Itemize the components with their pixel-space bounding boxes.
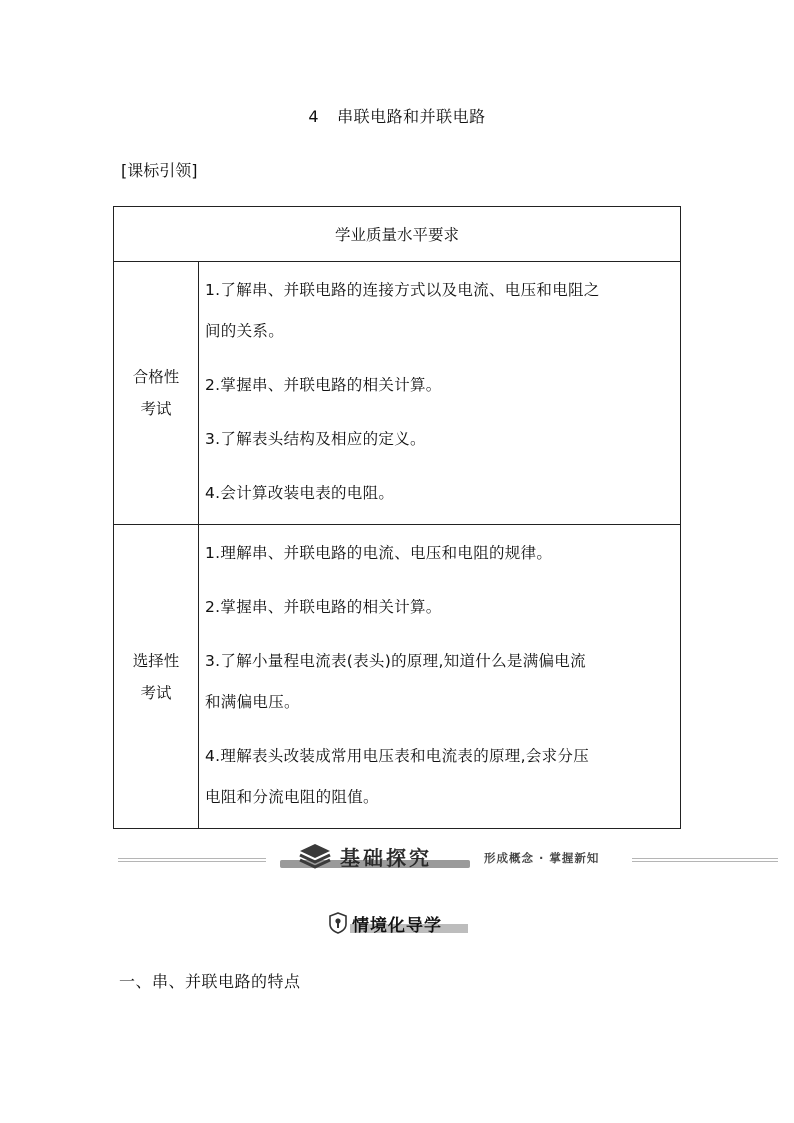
requirement-item [205, 533, 676, 574]
requirement-text: 1.理解串、并联电路的电流、电压和电阻的规律。 [205, 544, 553, 562]
banner-subtitle: 形成概念 · 掌握新知 [484, 851, 600, 865]
requirement-text: 2.掌握串、并联电路的相关计算。 [205, 376, 442, 394]
requirement-text-cont: 电阻和分流电阻的阻值。 [205, 788, 379, 806]
section-banner [118, 838, 778, 874]
requirement-text: 2.掌握串、并联电路的相关计算。 [205, 598, 442, 616]
table-header-row [114, 207, 681, 262]
banner-rule-left [118, 858, 266, 862]
category-label-line2: 考试 [140, 683, 172, 702]
requirement-text: 1.了解串、并联电路的连接方式以及电流、电压和电阻之 [205, 281, 600, 299]
requirement-text-cont: 和满偏电压。 [205, 693, 300, 711]
banner-title: 基础探究 [340, 846, 432, 870]
category-cell [114, 525, 199, 829]
category-label-line2: 考试 [140, 400, 172, 418]
subheading-text: 情境化导学 [352, 916, 442, 936]
requirement-text: 4.理解表头改装成常用电压表和电流表的原理,会求分压 [205, 747, 590, 765]
page-title [0, 104, 794, 127]
keyhole-tag-icon [328, 912, 348, 934]
requirement-item [205, 587, 676, 628]
table-header: 学业质量水平要求 [114, 207, 681, 262]
table-row [114, 525, 681, 829]
title-number: 4 [308, 107, 320, 126]
category-label-line1: 选择性 [132, 651, 180, 670]
section-heading: 一、串、并联电路的特点 [119, 972, 301, 991]
requirement-text: 3.了解表头结构及相应的定义。 [205, 430, 426, 448]
requirement-item [205, 641, 676, 723]
requirement-list [199, 525, 681, 829]
requirement-list [199, 262, 681, 525]
section-label: [课标引领] [121, 161, 198, 180]
requirement-item [205, 736, 676, 818]
table-row [114, 262, 681, 525]
banner-badge [280, 842, 470, 870]
subheading [328, 908, 468, 938]
requirement-item [205, 419, 676, 460]
requirements-table [113, 206, 681, 829]
category-cell [114, 262, 199, 525]
requirement-item [205, 473, 676, 514]
category-label-line1: 合格性 [132, 368, 180, 386]
requirement-text-cont: 间的关系。 [205, 322, 285, 340]
requirement-text: 4.会计算改装电表的电阻。 [205, 484, 395, 502]
requirement-item [205, 270, 676, 352]
requirement-text: 3.了解小量程电流表(表头)的原理,知道什么是满偏电流 [205, 652, 586, 670]
banner-rule-right [632, 858, 778, 862]
stacked-layers-icon [298, 842, 332, 870]
requirement-item [205, 365, 676, 406]
title-text: 串联电路和并联电路 [337, 107, 486, 126]
